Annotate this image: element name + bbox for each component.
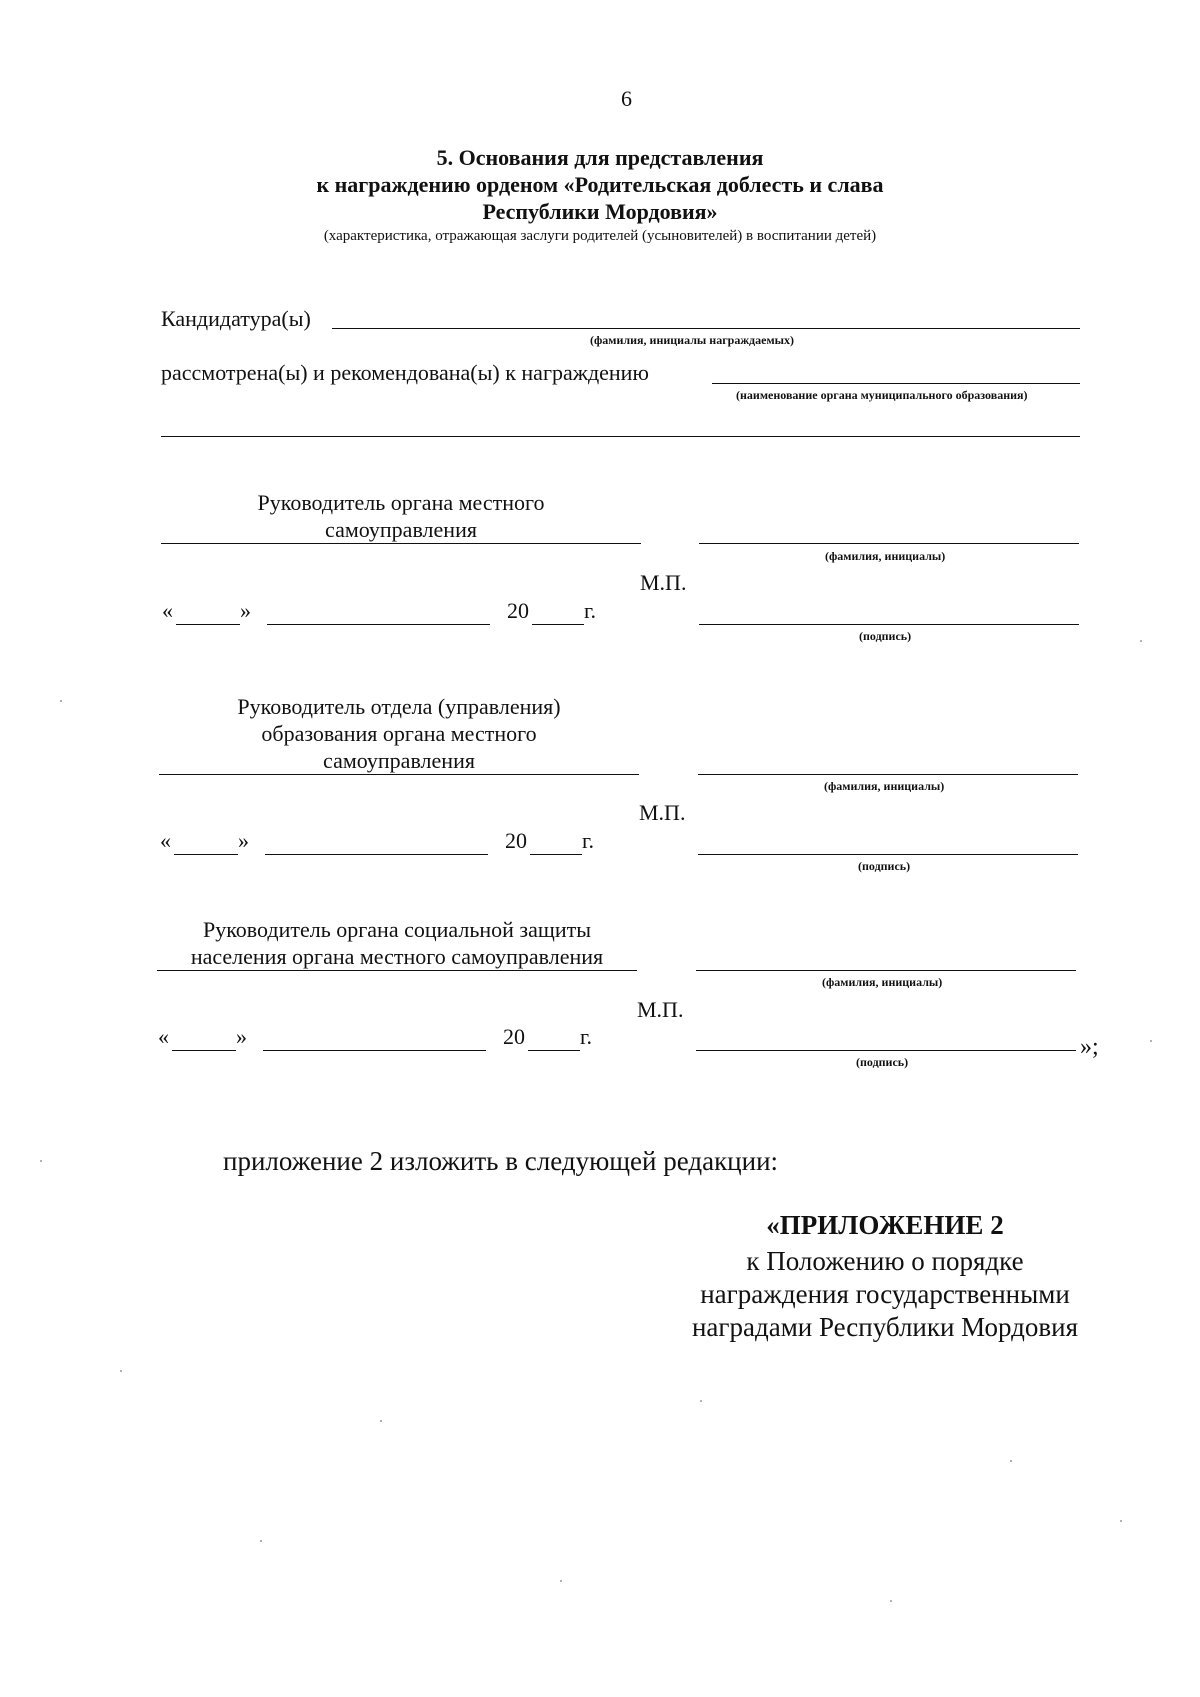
section-title-line-1: 5. Основания для представления — [436, 145, 764, 170]
block-3-title-line-2: населения органа местного самоуправления — [190, 944, 604, 969]
block-2-title-line-2: образования органа местного — [261, 721, 537, 746]
block-2-year-suffix: г. — [582, 828, 595, 853]
closing-quote: »; — [1080, 1034, 1099, 1060]
block-2-month-field[interactable] — [265, 854, 488, 855]
recommended-label: рассмотрена(ы) и рекомендована(ы) к награждению — [161, 360, 649, 385]
block-1-signature-caption: (подпись) — [859, 629, 912, 643]
block-3-title-line-1: Руководитель органа социальной защиты — [203, 917, 591, 942]
block-3-name-caption: (фамилия, инициалы) — [822, 975, 943, 989]
block-1-date-close: » — [240, 598, 251, 623]
municipal-body-line[interactable] — [712, 383, 1080, 384]
block-2-name-line[interactable] — [698, 774, 1078, 775]
appendix-line-2: награждения государственными — [700, 1279, 1070, 1309]
block-2-title-line-1: Руководитель отдела (управления) — [237, 694, 561, 719]
block-3-year-prefix: 20 — [503, 1024, 525, 1049]
block-1-date-open: « — [162, 598, 173, 623]
page-number: 6 — [621, 86, 632, 111]
block-2-name-caption: (фамилия, инициалы) — [824, 779, 945, 793]
municipal-body-line-2[interactable] — [161, 436, 1080, 437]
appendix-line-1: к Положению о порядке — [746, 1246, 1024, 1276]
block-3-stamp: М.П. — [637, 997, 684, 1022]
block-1-stamp: М.П. — [640, 570, 687, 595]
block-3-date-close: » — [236, 1024, 247, 1049]
candidate-label: Кандидатура(ы) — [161, 306, 311, 331]
block-2-year-prefix: 20 — [505, 828, 527, 853]
section-title-line-3: Республики Мордовия» — [482, 199, 718, 224]
block-3-signature-caption: (подпись) — [856, 1055, 909, 1069]
municipal-body-caption: (наименование органа муниципального образования) — [736, 388, 1028, 402]
block-3-name-line[interactable] — [696, 970, 1076, 971]
block-2-date-close: » — [238, 828, 249, 853]
block-1-year-prefix: 20 — [507, 598, 529, 623]
candidate-name-line[interactable] — [332, 328, 1080, 329]
block-1-signature-line[interactable] — [699, 624, 1079, 625]
block-3-signature-line[interactable] — [696, 1050, 1076, 1051]
block-1-position-line — [161, 543, 641, 544]
block-1-day-field[interactable] — [176, 624, 240, 625]
block-2-day-field[interactable] — [174, 854, 238, 855]
block-2-stamp: М.П. — [639, 800, 686, 825]
section-title-line-2: к награждению орденом «Родительская доблесть и слава — [316, 172, 884, 197]
block-2-signature-caption: (подпись) — [858, 859, 911, 873]
block-1-year-suffix: г. — [584, 598, 597, 623]
block-3-year-field[interactable] — [528, 1050, 580, 1051]
block-1-year-field[interactable] — [532, 624, 584, 625]
block-1-title-line-2: самоуправления — [325, 517, 477, 542]
appendix-line-3: наградами Республики Мордовия — [691, 1312, 1079, 1342]
block-1-title-line-1: Руководитель органа местного — [257, 490, 545, 515]
block-1-month-field[interactable] — [267, 624, 490, 625]
appendix-title: «ПРИЛОЖЕНИЕ 2 — [766, 1210, 1004, 1240]
block-2-year-field[interactable] — [530, 854, 582, 855]
block-1-name-line[interactable] — [699, 543, 1079, 544]
block-2-position-line — [159, 774, 639, 775]
block-1-name-caption: (фамилия, инициалы) — [825, 549, 946, 563]
amendment-text: приложение 2 изложить в следующей редакции: — [223, 1146, 779, 1176]
block-3-date-open: « — [158, 1024, 169, 1049]
block-3-year-suffix: г. — [580, 1024, 593, 1049]
block-3-day-field[interactable] — [172, 1050, 236, 1051]
block-3-month-field[interactable] — [263, 1050, 486, 1051]
block-3-position-line — [157, 970, 637, 971]
section-subtitle: (характеристика, отражающая заслуги родителей (усыновителей) в воспитании детей) — [323, 228, 877, 244]
candidate-caption: (фамилия, инициалы награждаемых) — [590, 333, 794, 347]
block-2-date-open: « — [160, 828, 171, 853]
block-2-signature-line[interactable] — [698, 854, 1078, 855]
block-2-title-line-3: самоуправления — [323, 748, 475, 773]
